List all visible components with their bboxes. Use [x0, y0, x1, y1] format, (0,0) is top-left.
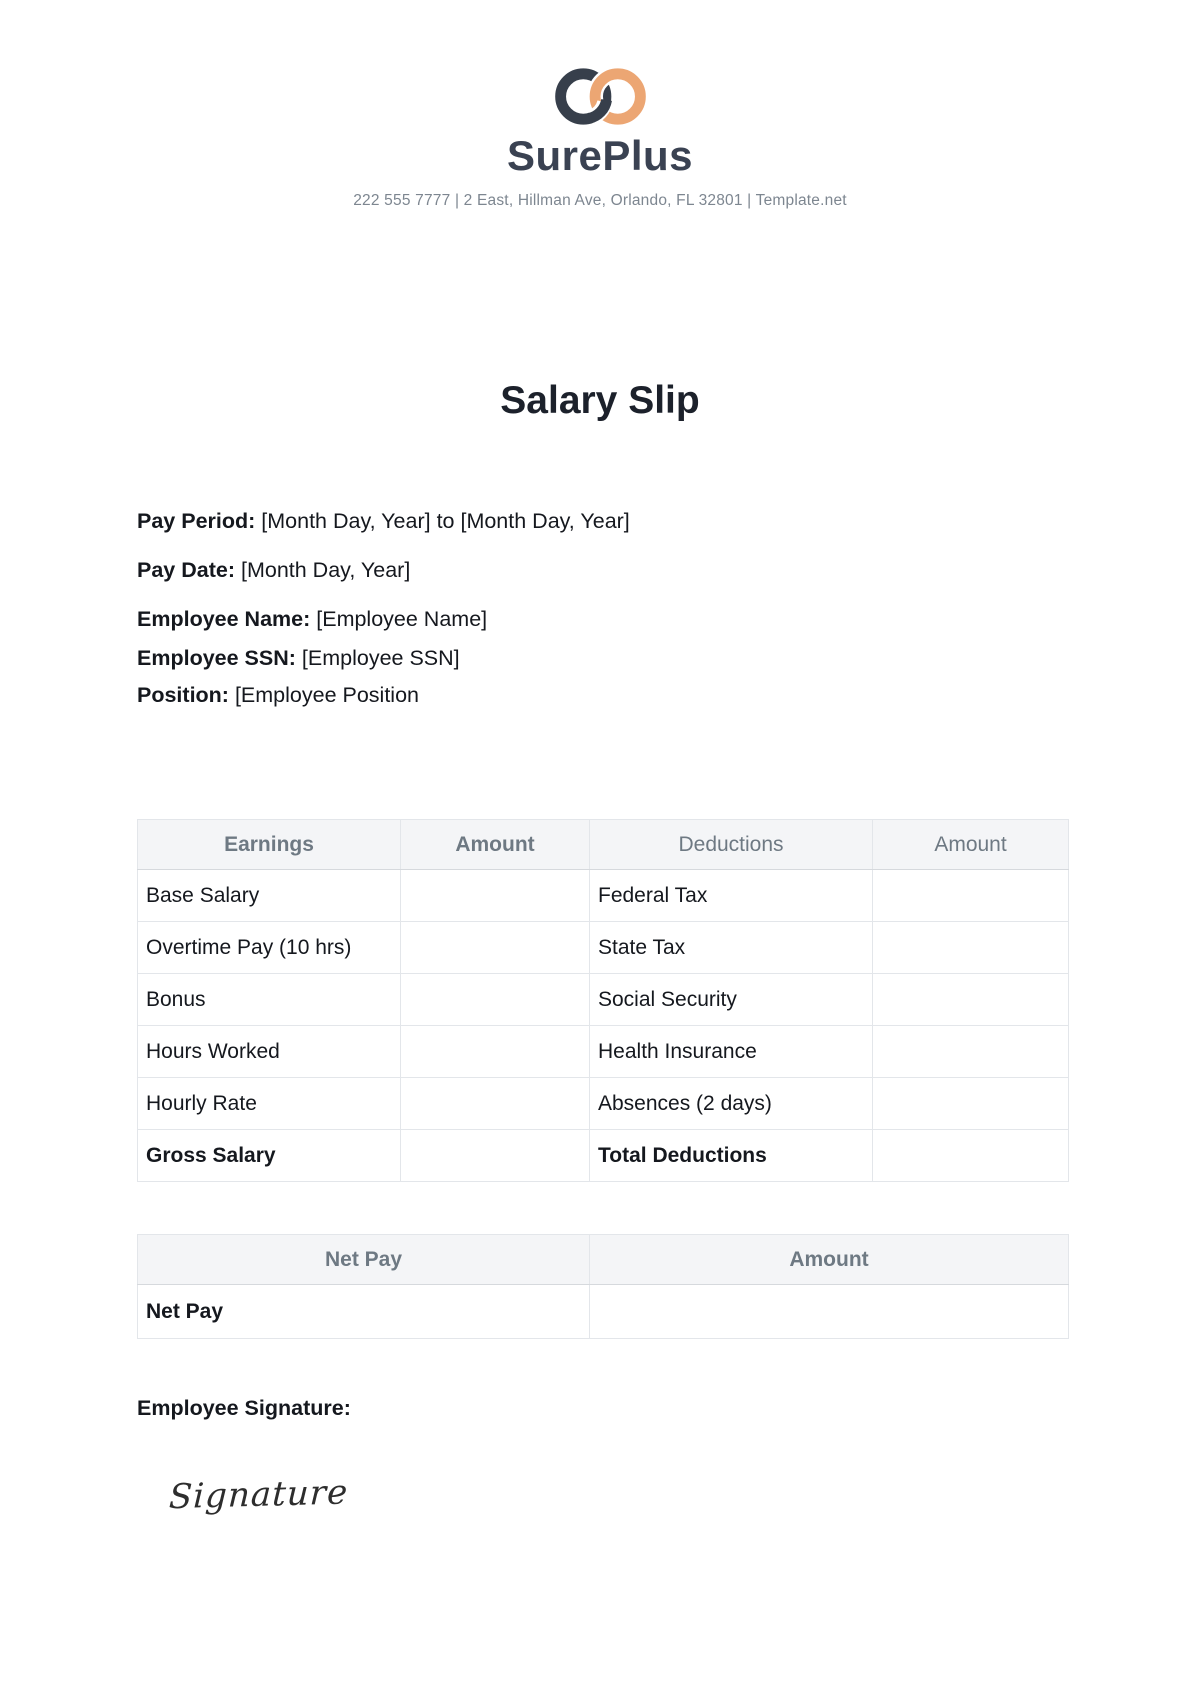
pay-date-label: Pay Date:: [137, 558, 235, 583]
total-deductions-label-cell: Total Deductions: [590, 1130, 873, 1182]
earning-label-cell: Overtime Pay (10 hrs): [138, 922, 401, 974]
net-pay-amount-cell: [590, 1285, 1069, 1339]
earning-label-cell: Bonus: [138, 974, 401, 1026]
employee-ssn-line: [137, 645, 1068, 672]
table-row: [138, 870, 1069, 922]
deduction-label-cell: Federal Tax: [590, 870, 873, 922]
deduction-amount-cell: [873, 922, 1069, 974]
earning-label-cell: Base Salary: [138, 870, 401, 922]
brand-header: [0, 64, 1200, 211]
employee-name-line: [137, 606, 1068, 633]
pay-period-value: [Month Day, Year] to [Month Day, Year]: [261, 509, 630, 534]
brand-contact-line: 222 555 7777 | 2 East, Hillman Ave, Orlando, FL 32801 | Template.net: [353, 192, 847, 210]
table-row: [138, 974, 1069, 1026]
net-pay-amount-column-header: Amount: [590, 1235, 1069, 1285]
earning-amount-cell: [401, 974, 590, 1026]
gross-salary-label-cell: Gross Salary: [138, 1130, 401, 1182]
deduction-amount-cell: [873, 870, 1069, 922]
table-row: [138, 1078, 1069, 1130]
earning-label-cell: Hourly Rate: [138, 1078, 401, 1130]
employee-name-label: Employee Name:: [137, 607, 311, 632]
table-row: [138, 1026, 1069, 1078]
total-deductions-amount-cell: [873, 1130, 1069, 1182]
net-pay-label-cell: Net Pay: [138, 1285, 590, 1339]
deduction-amount-cell: [873, 974, 1069, 1026]
earnings-deductions-table: [137, 819, 1069, 1182]
earning-amount-cell: [401, 870, 590, 922]
deduction-label-cell: Social Security: [590, 974, 873, 1026]
deductions-column-header: Deductions: [590, 820, 873, 870]
deductions-amount-column-header: Amount: [873, 820, 1069, 870]
deduction-amount-cell: [873, 1078, 1069, 1130]
net-pay-column-header: Net Pay: [138, 1235, 590, 1285]
employee-info-block: [137, 508, 1068, 709]
interlocking-rings-logo-icon: [553, 64, 648, 129]
table-total-row: [138, 1130, 1069, 1182]
pay-period-line: [137, 508, 1068, 535]
page-title: Salary Slip: [500, 379, 700, 423]
earning-amount-cell: [401, 1078, 590, 1130]
pay-period-label: Pay Period:: [137, 509, 256, 534]
position-line: [137, 682, 1068, 709]
net-pay-row: [138, 1285, 1069, 1339]
table-row: [138, 922, 1069, 974]
employee-ssn-value: [Employee SSN]: [301, 646, 460, 671]
employee-ssn-label: Employee SSN:: [137, 646, 296, 671]
earning-label-cell: Hours Worked: [138, 1026, 401, 1078]
earning-amount-cell: [401, 1026, 590, 1078]
deduction-label-cell: Absences (2 days): [590, 1078, 873, 1130]
deduction-label-cell: Health Insurance: [590, 1026, 873, 1078]
earning-amount-cell: [401, 922, 590, 974]
position-label: Position:: [137, 683, 229, 708]
position-value: [Employee Position: [234, 683, 419, 708]
net-pay-table: [137, 1234, 1069, 1339]
earnings-amount-column-header: Amount: [401, 820, 590, 870]
document-body: [0, 508, 1200, 1518]
table-header-row: [138, 820, 1069, 870]
earnings-column-header: Earnings: [138, 820, 401, 870]
employee-name-value: [Employee Name]: [316, 607, 488, 632]
brand-name: SurePlus: [506, 132, 694, 179]
deduction-label-cell: State Tax: [590, 922, 873, 974]
employee-signature-label: Employee Signature:: [137, 1396, 351, 1421]
pay-date-value: [Month Day, Year]: [240, 558, 411, 583]
employee-signature-handwriting: Signature: [168, 1472, 350, 1517]
net-pay-header-row: [138, 1235, 1069, 1285]
pay-date-line: [137, 557, 1068, 584]
gross-salary-amount-cell: [401, 1130, 590, 1182]
deduction-amount-cell: [873, 1026, 1069, 1078]
